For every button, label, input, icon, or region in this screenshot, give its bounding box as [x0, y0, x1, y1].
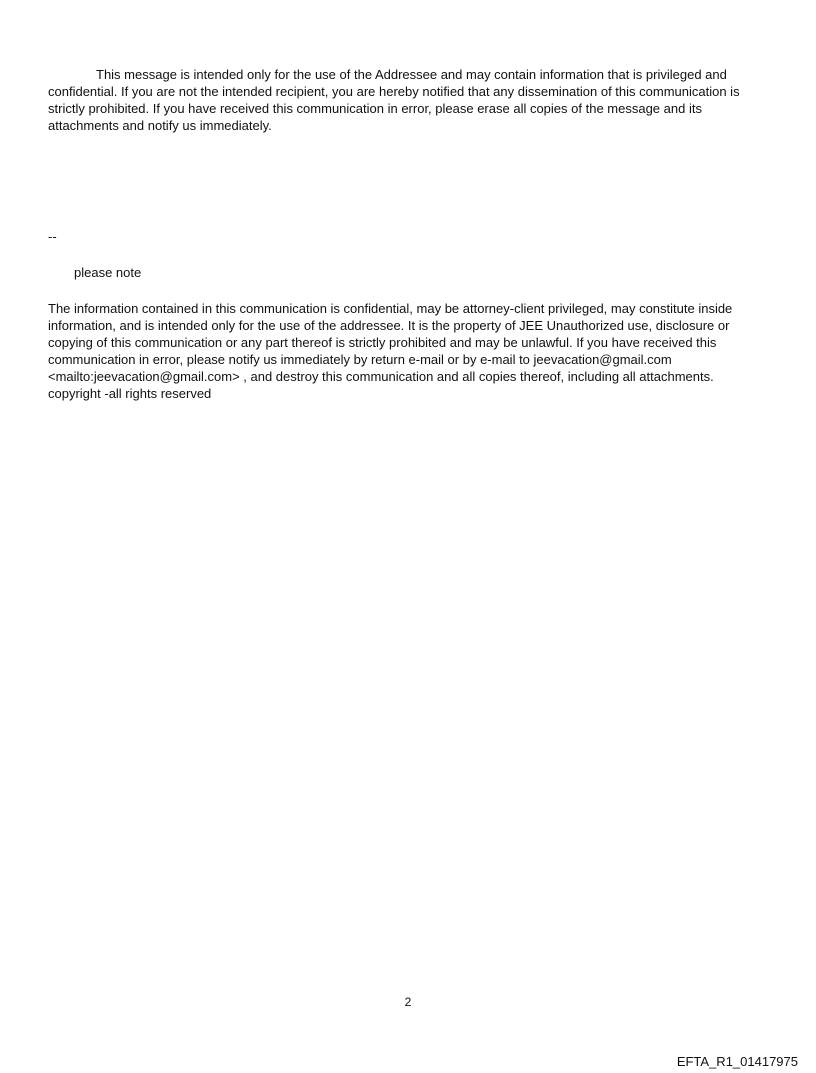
document-id-stamp: EFTA_R1_01417975 — [676, 1054, 798, 1069]
signature-separator: -- — [48, 229, 57, 244]
confidentiality-notice-paragraph: This message is intended only for the use of the Addressee and may contain information that is privileged and confidential. If you are not the intended recipient, you are hereby notified that any dissemination of this communication is strictly prohibited. If you have received this communication in error, please erase all copies of the message and its attachments and notify us immediately. — [48, 67, 740, 133]
disclaimer-paragraph: The information contained in this communication is confidential, may be attorney-client privileged, may constitute inside information, and is intended only for the use of the addressee. It is the property of JEE Unauthorized use, disclosure or copying of this communication or any part thereof is strictly prohibited and may be unlawful. If you have received this communication in error, please notify us immediately by return e-mail or by e-mail to jeevacation@gmail.com <mailto:jeevacation@gmail.com> , and destroy this communication and all copies thereof, including all attachments. copyright -all rights reserved — [48, 301, 733, 401]
note-heading: please note — [74, 265, 142, 280]
page-number: 2 — [404, 995, 412, 1009]
